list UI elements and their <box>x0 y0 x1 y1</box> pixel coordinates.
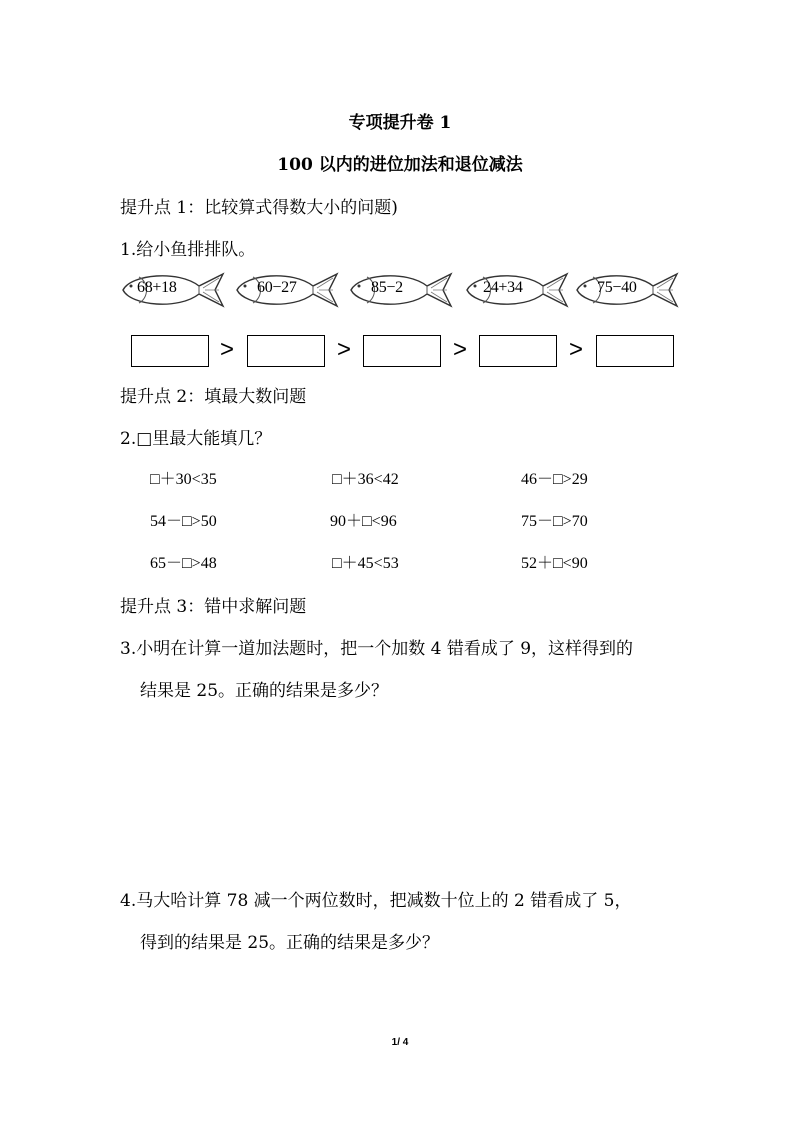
section2-heading: 提升点 2：填最大数问题 <box>120 387 307 407</box>
fish-2 <box>233 268 343 312</box>
section3-heading: 提升点 3：错中求解问题 <box>120 597 307 617</box>
page-subtitle: 100 以内的进位加法和退位减法 <box>277 155 523 175</box>
fish-label: 68+18 <box>137 279 177 296</box>
inequality-item: 52＋□<90 <box>521 555 588 572</box>
answer-box-4[interactable] <box>479 335 557 367</box>
question-3-line-1: 3.小明在计算一道加法题时，把一个加数 4 错看成了 9，这样得到的 <box>120 639 634 659</box>
question-4-line-2: 得到的结果是 25。正确的结果是多少？ <box>140 933 440 953</box>
inequality-item: 54－□>50 <box>150 513 217 530</box>
question-3-line-2: 结果是 25。正确的结果是多少？ <box>140 681 389 701</box>
page-number: 1/ 4 <box>391 1037 409 1048</box>
answer-box-2[interactable] <box>247 335 325 367</box>
inequality-item: □＋45<53 <box>332 555 399 572</box>
inequality-item: 46－□>29 <box>521 471 588 488</box>
greater-than-sign: > <box>453 336 468 363</box>
inequality-item: □＋30<35 <box>150 471 217 488</box>
fish-label: 75−40 <box>597 279 637 296</box>
question-4-line-1: 4.马大哈计算 78 减一个两位数时，把减数十位上的 2 错看成了 5， <box>120 891 632 911</box>
fish-3 <box>347 268 457 312</box>
inequality-item: 90＋□<96 <box>330 513 397 530</box>
question-2: 2.□里最大能填几？ <box>120 429 272 449</box>
fish-1 <box>119 268 229 312</box>
greater-than-sign: > <box>569 336 584 363</box>
fish-4 <box>463 268 573 312</box>
fish-label: 60−27 <box>257 279 297 296</box>
inequality-item: 65－□>48 <box>150 555 217 572</box>
greater-than-sign: > <box>337 336 352 363</box>
fish-label: 24+34 <box>483 279 523 296</box>
answer-box-3[interactable] <box>363 335 441 367</box>
answer-box-1[interactable] <box>131 335 209 367</box>
inequality-item: □＋36<42 <box>332 471 399 488</box>
section1-heading: 提升点 1：比较算式得数大小的问题) <box>120 198 398 218</box>
question-1: 1.给小鱼排排队。 <box>120 240 256 260</box>
fish-5 <box>573 268 683 312</box>
answer-box-5[interactable] <box>596 335 674 367</box>
page-title: 专项提升卷 1 <box>348 113 452 133</box>
greater-than-sign: > <box>220 336 235 363</box>
fish-label: 85−2 <box>371 279 403 296</box>
inequality-item: 75－□>70 <box>521 513 588 530</box>
